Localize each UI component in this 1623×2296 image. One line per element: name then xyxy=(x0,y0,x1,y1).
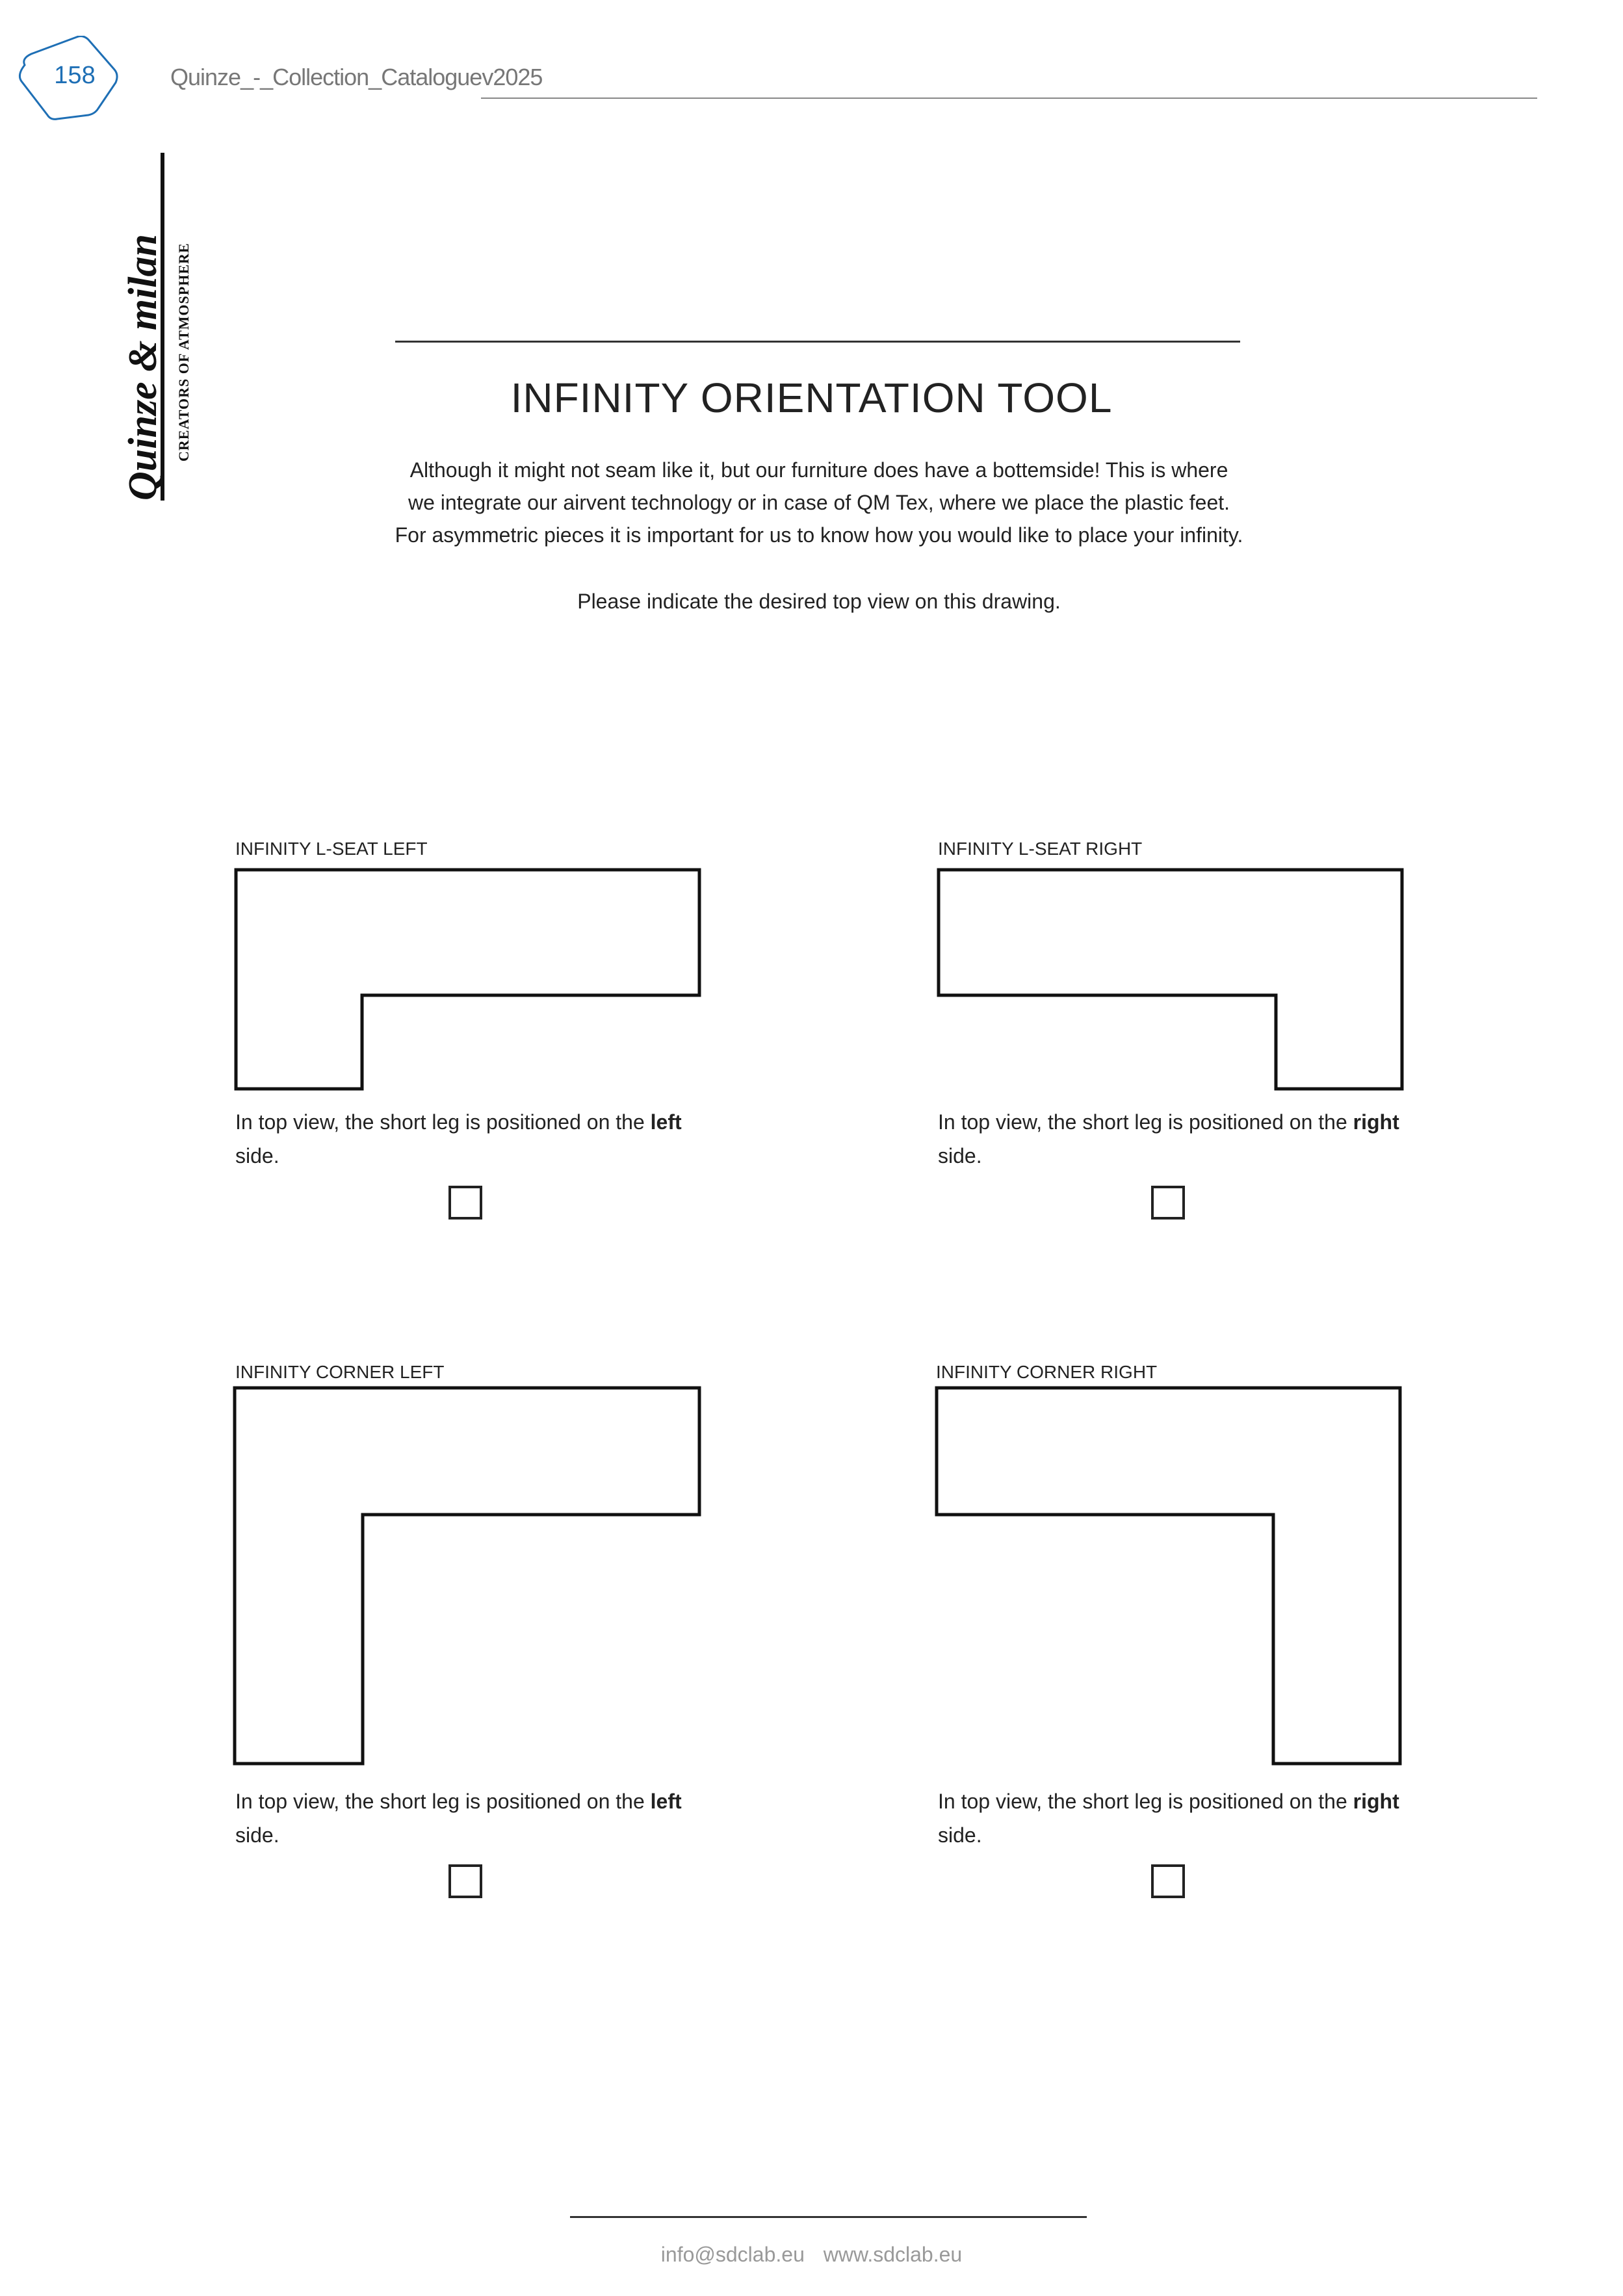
caption-lseat-left: In top view, the short leg is positioned on the left side. xyxy=(235,1110,682,1168)
checkbox-corner-right[interactable] xyxy=(1151,1864,1185,1898)
lseat-right-shape-icon xyxy=(937,868,1405,1092)
checkbox-lseat-left[interactable] xyxy=(448,1186,482,1220)
intro-line-3: For asymmetric pieces it is important for us to know how you would like to place your infinity. xyxy=(395,523,1243,547)
footer-contact xyxy=(0,2243,1623,2267)
svg-text:CREATORS OF ATMOSPHERE: CREATORS OF ATMOSPHERE xyxy=(175,242,192,462)
header-divider xyxy=(481,98,1537,99)
checkbox-lseat-right[interactable] xyxy=(1151,1186,1185,1220)
page-number: 158 xyxy=(54,62,96,89)
section-label-corner-left: INFINITY CORNER LEFT xyxy=(235,1362,445,1382)
lseat-left-shape-icon xyxy=(234,868,702,1092)
intro-line-2: we integrate our airvent technology or in case of QM Tex, where we place the plastic feet. xyxy=(408,491,1230,514)
caption-corner-right: In top view, the short leg is positioned on the right side. xyxy=(938,1790,1399,1847)
section-label-lseat-right: INFINITY L-SEAT RIGHT xyxy=(938,839,1143,859)
corner-right-shape-icon xyxy=(935,1386,1404,1766)
page-title: INFINITY ORIENTATION TOOL xyxy=(510,374,1113,421)
caption-corner-left: In top view, the short leg is positioned on the left side. xyxy=(235,1790,682,1847)
intro-line-1: Although it might not seam like it, but our furniture does have a bottemside! This is where xyxy=(409,458,1228,482)
svg-text:Quinze & milan: Quinze & milan xyxy=(121,234,165,501)
section-label-lseat-left: INFINITY L-SEAT LEFT xyxy=(235,839,428,859)
instruction-text: Please indicate the desired top view on this drawing. xyxy=(577,590,1061,613)
footer-website-link[interactable]: www.sdclab.eu xyxy=(823,2243,963,2266)
footer-email-link[interactable]: info@sdclab.eu xyxy=(660,2243,805,2266)
title-divider xyxy=(395,341,1240,343)
caption-lseat-right: In top view, the short leg is positioned on the right side. xyxy=(938,1110,1399,1168)
footer-divider xyxy=(570,2216,1087,2218)
checkbox-corner-left[interactable] xyxy=(448,1864,482,1898)
quinze-milan-logo xyxy=(109,140,194,504)
section-label-corner-right: INFINITY CORNER RIGHT xyxy=(936,1362,1158,1382)
corner-left-shape-icon xyxy=(233,1386,702,1766)
document-name: Quinze_-_Collection_Cataloguev2025 xyxy=(170,64,543,90)
